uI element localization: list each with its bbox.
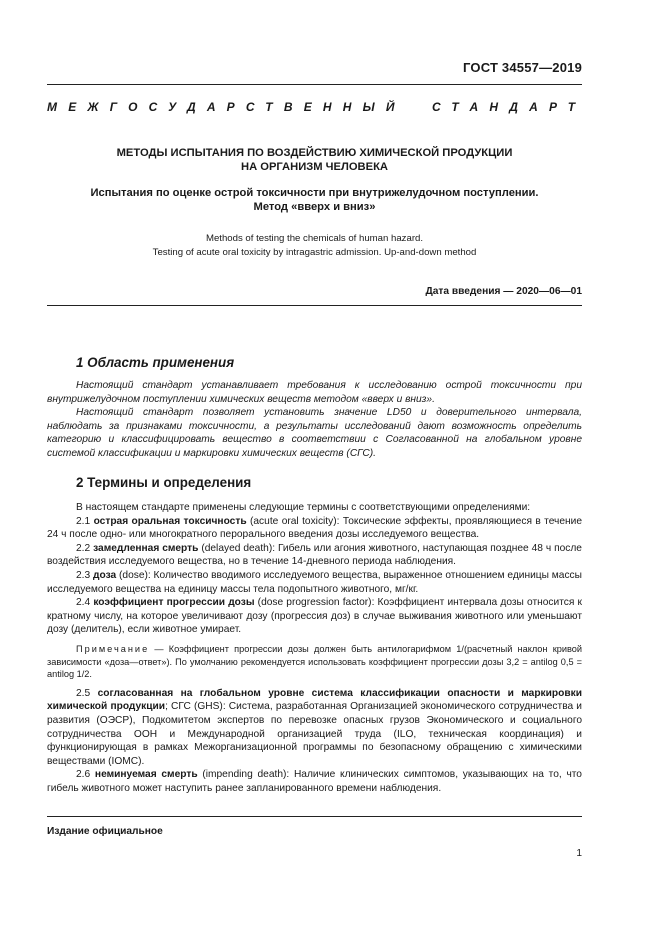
term-name: неминуемая смерть xyxy=(94,769,198,781)
gost-code: ГОСТ 34557—2019 xyxy=(463,60,582,75)
section-1-paragraph-2: Настоящий стандарт позволяет установить значение LD50 и доверительного интервала, наблюдать за признаками токсичности, а результаты исследований дают возможность определить категорию и классифицировать вещество в соответствии с Согласованной на глобальном уровне системой классификации и маркировки химических веществ (СГС). xyxy=(47,407,582,459)
subtitle-line-2: Метод «вверх и вниз» xyxy=(253,201,376,213)
term-2-2 xyxy=(47,542,582,569)
note-label: Примечание xyxy=(76,643,150,654)
term-number: 2.2 xyxy=(76,542,91,554)
term-2-3 xyxy=(47,569,582,596)
term-definition: (acute oral toxicity): Токсические эффекты, проявляющиеся в течение 24 ч после одно- или многократного перорального введения дозы исследуемого вещества. xyxy=(47,515,582,541)
section-1-paragraph-1: Настоящий стандарт устанавливает требования к исследованию острой токсичности при внутрижелудочном поступлении химических веществ методом «вверх и вниз». xyxy=(47,380,582,405)
title-line-1: МЕТОДЫ ИСПЫТАНИЯ ПО ВОЗДЕЙСТВИЮ ХИМИЧЕСКОЙ ПРОДУКЦИИ xyxy=(116,147,513,159)
term-number: 2.6 xyxy=(76,769,91,781)
standard-type-word-2: СТАНДАРТ xyxy=(432,100,587,114)
title-line-2: НА ОРГАНИЗМ ЧЕЛОВЕКА xyxy=(240,161,389,173)
term-name: острая оральная токсичность xyxy=(93,515,247,527)
term-definition: (dose): Количество вводимого исследуемого вещества, выраженное отношением единицы массы исследуемого вещества на единицу массы тела подопытного животного, мг/кг. xyxy=(47,569,582,595)
standard-type-line xyxy=(47,100,587,114)
term-name: доза xyxy=(93,569,117,581)
english-title-line-1: Methods of testing the chemicals of human hazard. xyxy=(205,233,424,244)
standard-type-word-1: МЕЖГОСУДАРСТВЕННЫЙ xyxy=(47,100,406,114)
term-definition: ; СГС (GHS): Система, разработанная Организацией экономического сотрудничества и развития (ОЭСР), Подкомитетом экспертов по перевозке опасных грузов Экономического и социального сотрудничества ООН и Международной организацией труда (ILO, техническая координация) и функционирующая в рамках Межорганизационной программы по безопасному обращению с химическими веществами (IOMC). xyxy=(47,701,583,767)
term-name: замедленная смерть xyxy=(93,542,199,554)
term-definition: (dose progression factor): Коэффициент интервала дозы относится к кратному числу, на которое увеличивают дозу (прогрессия доз) в случае выживания животного или уменьшают дозу (делитель), если животное умирает. xyxy=(47,597,582,636)
introduction-date xyxy=(425,286,582,297)
term-2-6 xyxy=(47,768,582,795)
term-2-1 xyxy=(47,515,582,542)
section-2-body xyxy=(47,501,582,795)
term-2-4 xyxy=(47,596,582,637)
page-number: 1 xyxy=(576,848,582,859)
header-rule xyxy=(47,84,582,85)
section-1-heading: 1 Область применения xyxy=(76,355,235,370)
subtitle-line-1: Испытания по оценке острой токсичности при внутрижелудочном поступлении. xyxy=(90,187,539,199)
document-subtitle xyxy=(47,186,582,214)
english-title-line-2: Testing of acute oral toxicity by intragastric admission. Up-and-down method xyxy=(152,246,477,258)
note-text: — Коэффициент прогрессии дозы должен быть антилогарифмом 1/(расчетный наклон кривой зависимости «доза—ответ»). По умолчанию рекомендуется использовать коэффициент прогрессии дозы 3,2 = antilog 0,5 = antilog 1/2. xyxy=(47,643,582,680)
section-2-intro: В настоящем стандарте применены следующие термины с соответствующими определениями: xyxy=(76,502,531,513)
term-number: 2.4 xyxy=(76,597,91,609)
document-title xyxy=(47,146,582,174)
term-definition: (delayed death): Гибель или агония животного, наступающая позднее 48 ч после воздействия исследуемого вещества, но в течение 14-дневного периода наблюдения. xyxy=(47,542,582,568)
date-rule xyxy=(47,305,582,306)
section-1-body xyxy=(47,379,582,461)
term-name: коэффициент прогрессии дозы xyxy=(93,597,255,609)
official-edition-label: Издание официальное xyxy=(47,826,163,837)
term-definition: (impending death): Наличие клинических симптомов, указывающих на то, что гибель животного может наступить ранее запланированного времени наблюдения. xyxy=(47,769,582,794)
term-2-4-note xyxy=(47,643,582,681)
term-name: согласованная на глобальном уровне система классификации опасности и маркировки химической продукции xyxy=(47,687,582,713)
term-number: 2.5 xyxy=(76,687,91,699)
english-title xyxy=(47,232,582,259)
term-number: 2.3 xyxy=(76,569,91,581)
introduction-date-label: Дата введения — xyxy=(425,286,514,297)
term-number: 2.1 xyxy=(76,515,91,527)
term-2-5 xyxy=(47,687,582,769)
section-2-heading: 2 Термины и определения xyxy=(76,475,252,490)
introduction-date-value: 2020—06—01 xyxy=(516,286,582,297)
footer-rule xyxy=(47,816,582,817)
